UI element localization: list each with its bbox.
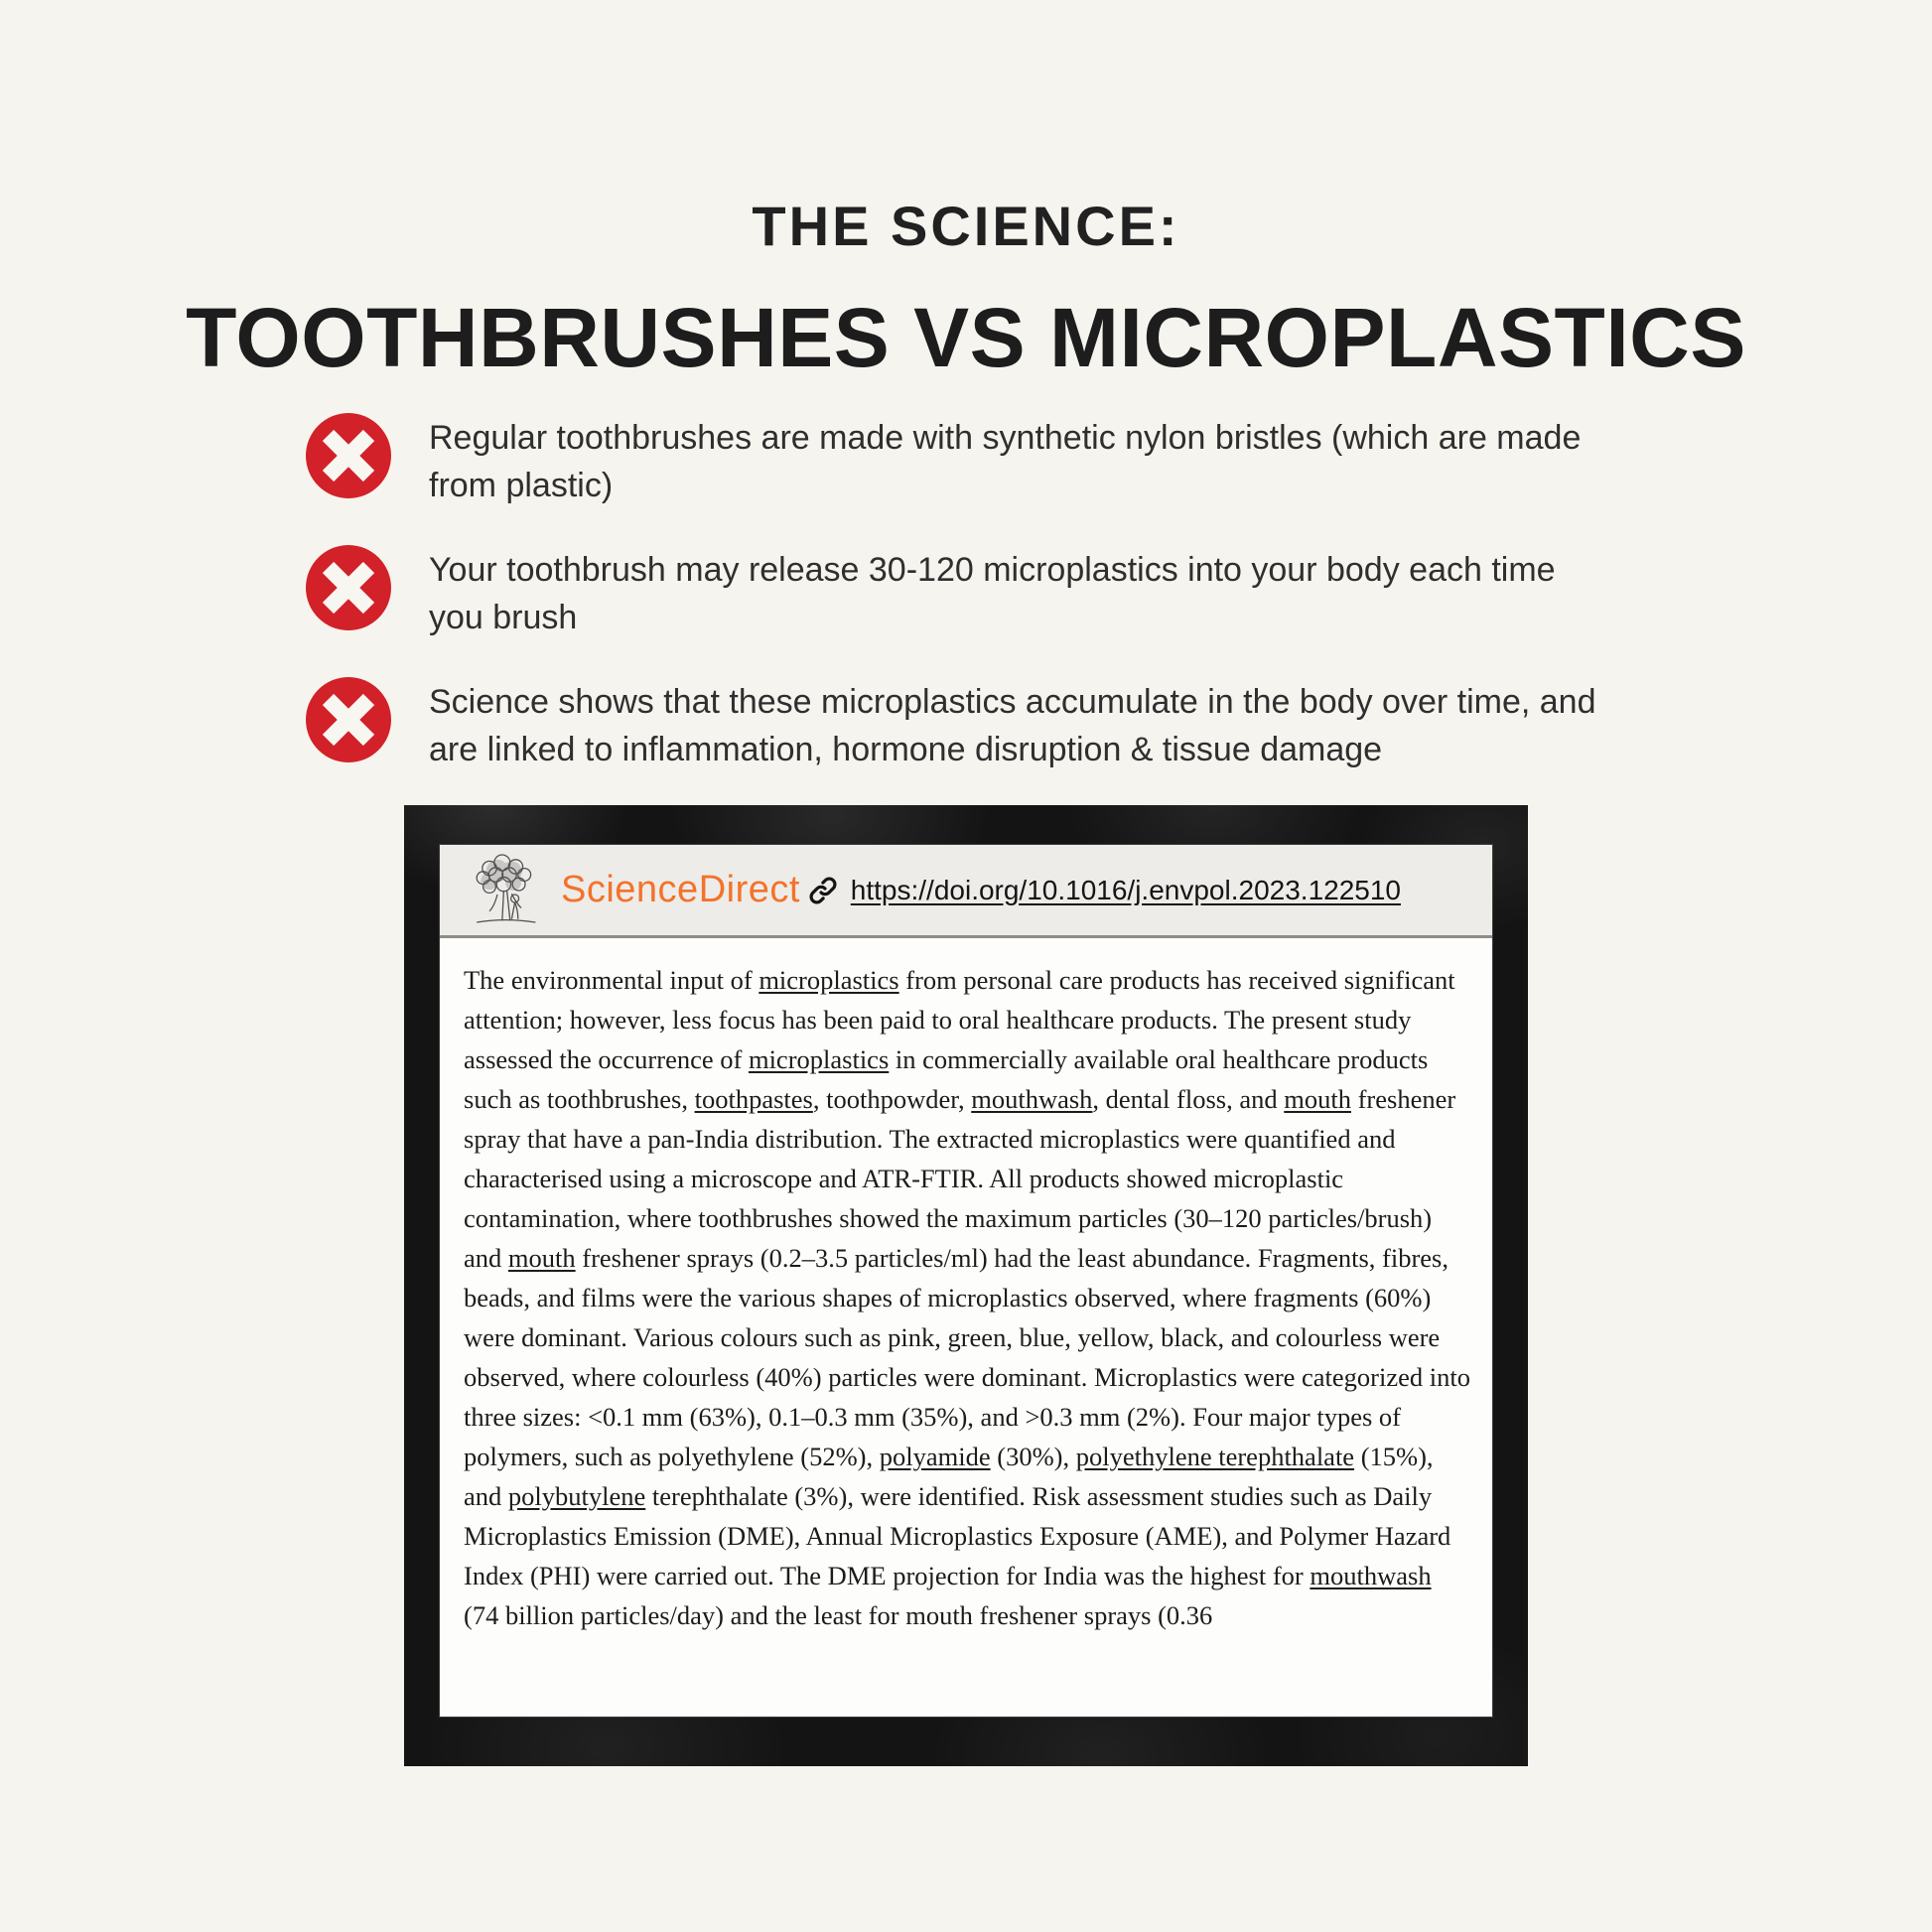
abstract-text: The environmental input of microplastics from personal care products has received significant attention; however, less focus has been paid to oral healthcare products. The present study assessed the occurrence of microplastics in commercially available oral healthcare products such as toothbrushes, toothpastes, toothpowder, mouthwash, dental floss, and mouth freshener spray that have a pan-India distribution. The extracted microplastics were quantified and characterised using a microscope and ATR-FTIR. All products showed microplastic contamination, where toothbrushes showed the maximum particles (30–120 particles/brush) and mouth freshener sprays (0.2–3.5 particles/ml) had the least abundance. Fragments, fibres, beads, and films were the various shapes of microplastics observed, where fragments (60%) were dominant. Various colours such as pink, green, blue, yellow, black, and colourless were observed, where colourless (40%) particles were dominant. Microplastics were categorized into three sizes: <0.1 mm (63%), 0.1–0.3 mm (35%), and >0.3 mm (2%). Four major types of polymers, such as polyethylene (52%), polyamide (30%), polyethylene terephthalate (15%), and polybutylene terephthalate (3%), were identified. Risk assessment studies such as Daily Microplastics Emission (DME), Annual Microplastics Exposure (AME), and Polymer Hazard Index (PHI) were carried out. The DME projection for India was the highest for mouthwash (74 billion particles/day) and the least for mouth freshener sprays (0.36 [464,965,1470,1630]
bullet-list [306,413,1626,773]
sciencedirect-logo-text: ScienceDirect [561,869,800,910]
bullet-item [306,545,1626,641]
kicker-heading: THE SCIENCE: [752,195,1180,257]
doi-link[interactable]: https://doi.org/10.1016/j.envpol.2023.122510 [850,874,1401,905]
abstract-link-term: toothpastes [694,1084,813,1114]
page-title: TOOTHBRUSHES VS MICROPLASTICS [186,291,1746,384]
x-circle-icon [306,545,391,630]
x-circle-icon [306,677,391,762]
bullet-text: Your toothbrush may release 30-120 microplastics into your body each time you brush [429,551,1556,636]
abstract-link-term: mouthwash [971,1084,1093,1114]
abstract-link-term: mouthwash [1310,1561,1432,1590]
abstract-link-term: mouth [507,1243,576,1273]
link-chain-icon [807,875,839,906]
bullet-item [306,413,1626,509]
bullet-item [306,677,1626,773]
abstract-link-term: polyethylene terephthalate [1075,1442,1355,1471]
elsevier-tree-logo [466,851,545,930]
abstract-link-term: microplastics [748,1044,890,1074]
abstract-link-term: microplastics [759,965,899,995]
bullet-text: Science shows that these microplastics accumulate in the body over time, and are linked to inflammation, hormone disruption & tissue damage [429,683,1596,768]
abstract-link-term: polyamide [879,1442,991,1471]
bullet-text: Regular toothbrushes are made with synthetic nylon bristles (which are made from plastic) [429,419,1582,504]
doi-link-group [807,875,1401,906]
article-screenshot-frame [404,805,1528,1766]
sciencedirect-panel [440,845,1492,1717]
sciencedirect-header [440,845,1492,938]
abstract-link-term: polybutylene [507,1481,646,1511]
x-circle-icon [306,413,391,498]
abstract-link-term: mouth [1284,1084,1351,1114]
